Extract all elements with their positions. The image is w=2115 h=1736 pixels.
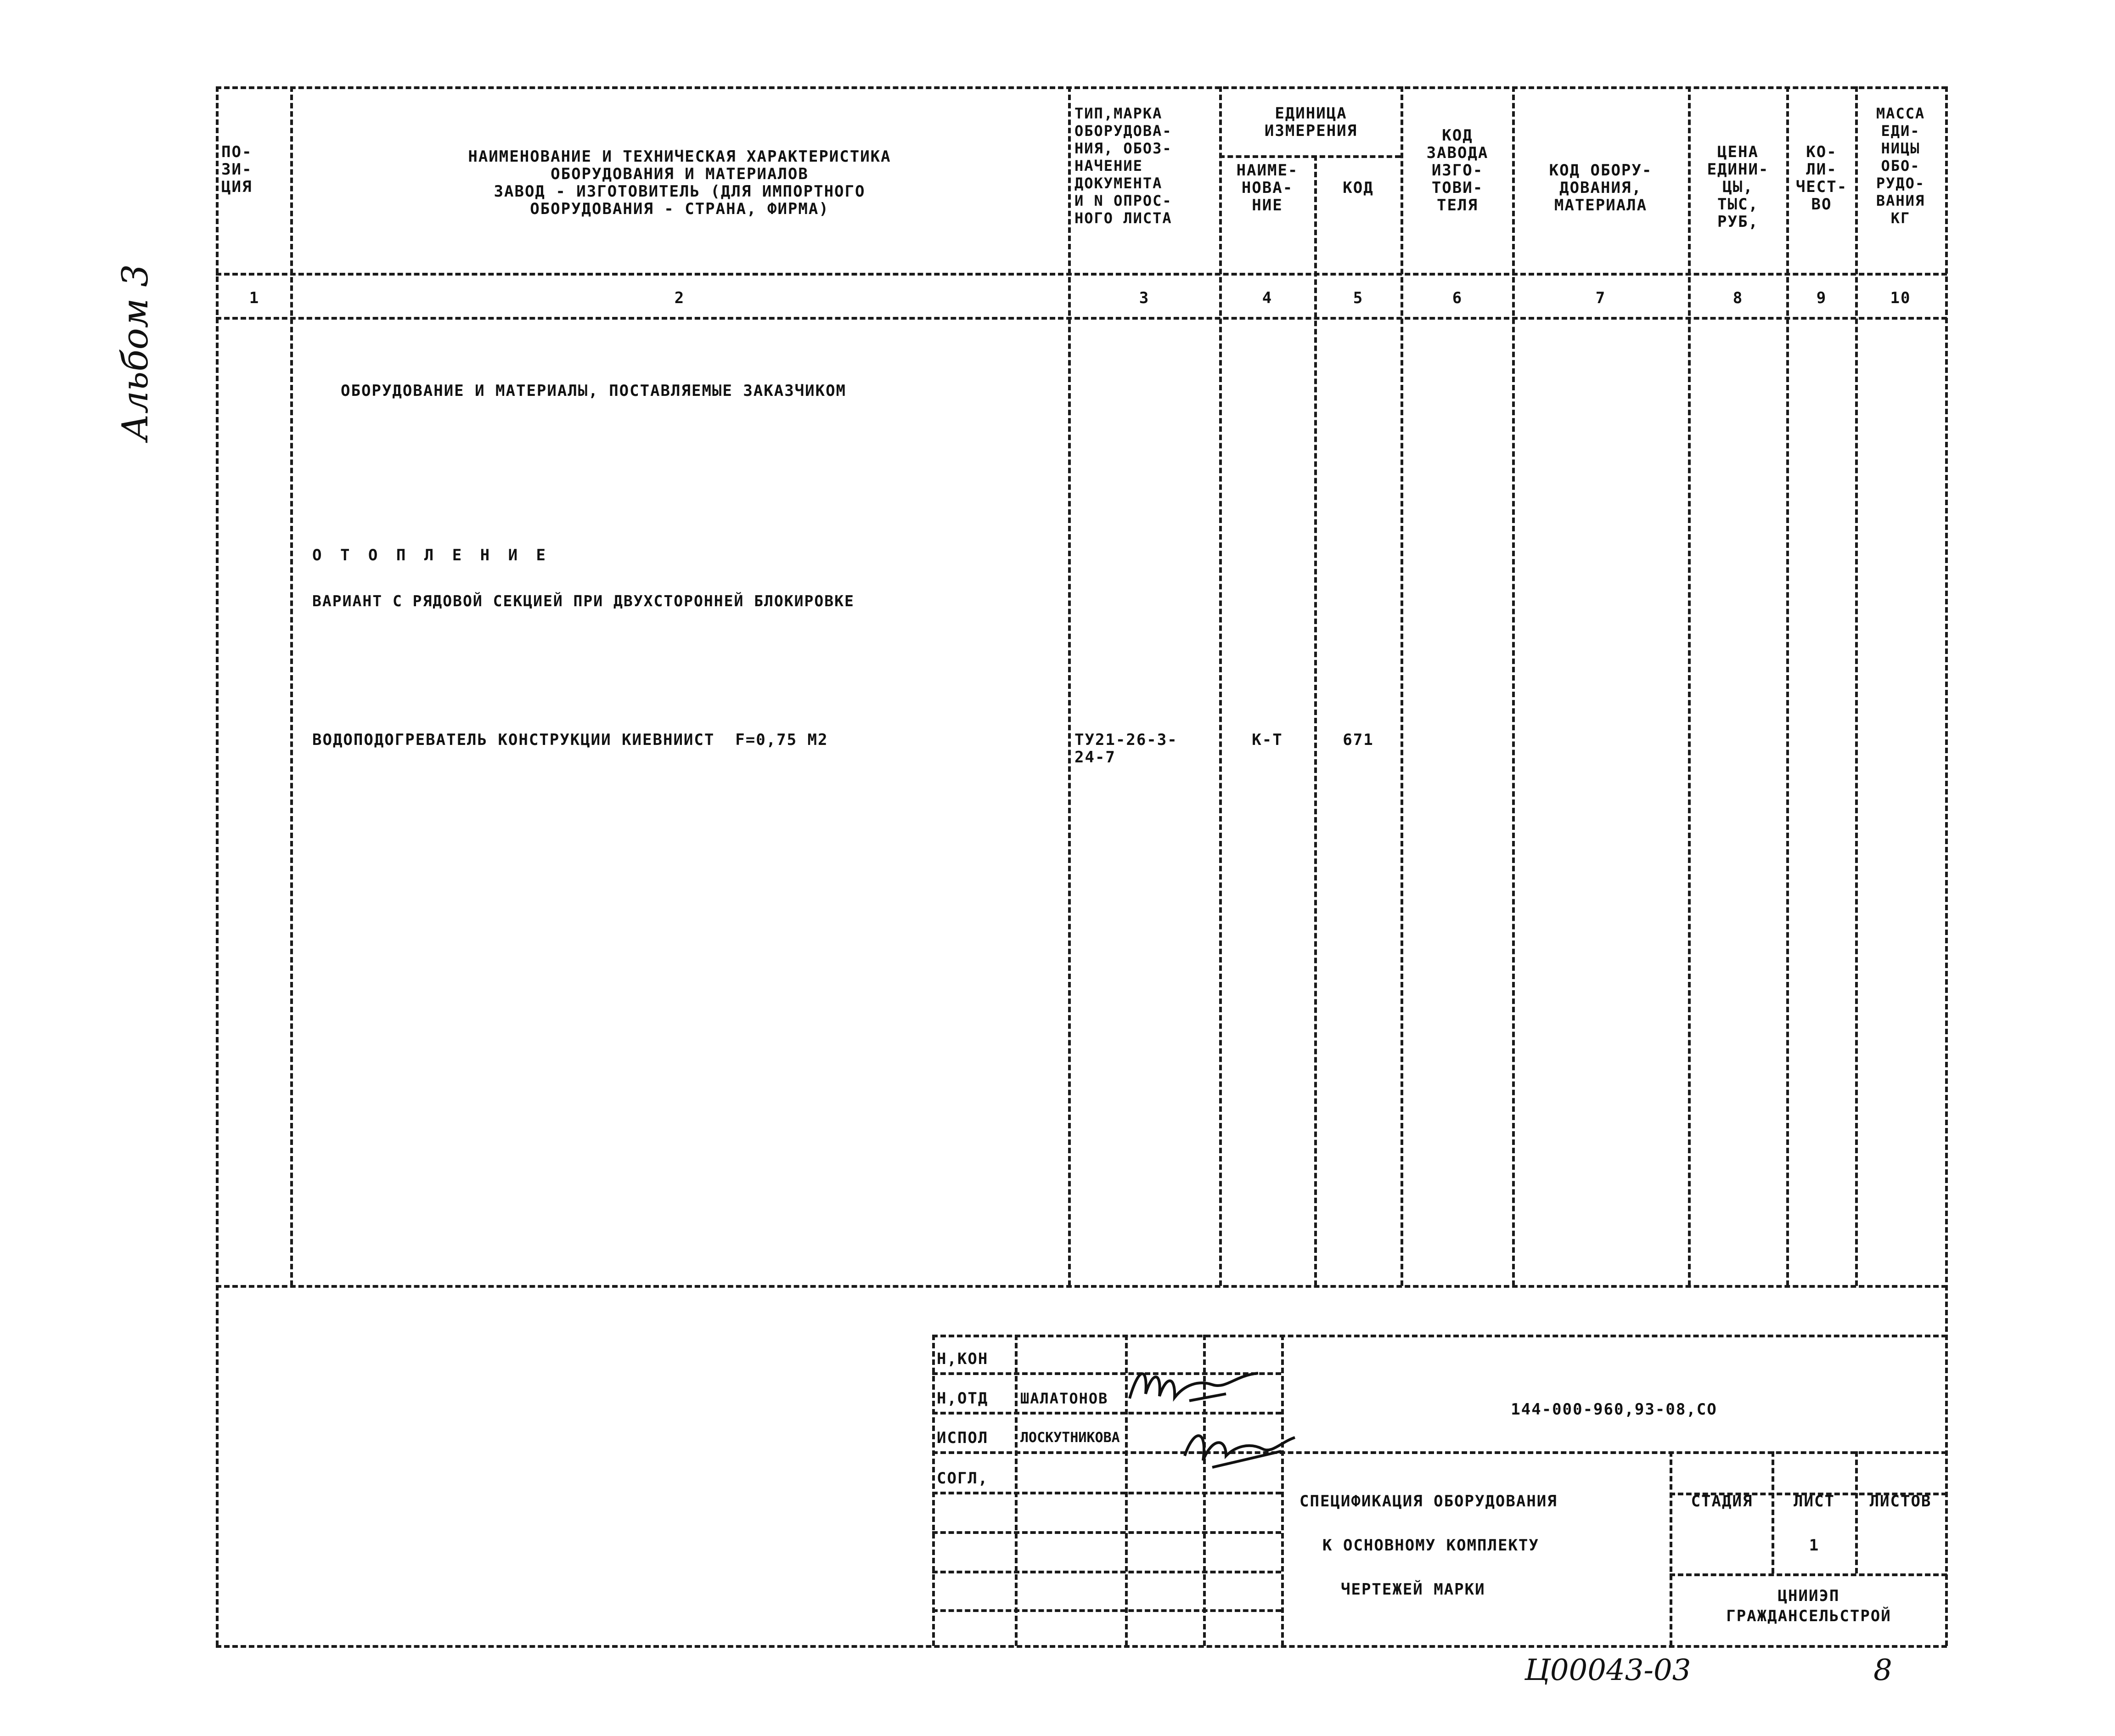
col-number: 4 [1262,289,1273,307]
header-unit-group: ЕДИНИЦА ИЗМЕРЕНИЯ [1264,104,1358,140]
stamp-sheets-divider [1855,1451,1858,1573]
header-col7: КОД ОБОРУ- ДОВАНИЯ, МАТЕРИАЛА [1549,161,1653,214]
variant-line: ВАРИАНТ С РЯДОВОЙ СЕКЦИЕЙ ПРИ ДВУХСТОРОННЕЙ БЛОКИРОВКЕ [312,592,855,610]
col-number: 7 [1595,289,1606,307]
stamp-stage-divider [1670,1451,1672,1646]
item-type: ТУ21-26-3- 24-7 [1074,731,1178,767]
stamp-sheet-divider [1772,1451,1774,1573]
col-number: 1 [249,289,260,307]
page-number: 8 [1873,1653,1892,1687]
album-label: Альбом 3 [115,264,156,441]
col-number: 8 [1732,289,1744,307]
header-col6: КОД ЗАВОДА ИЗГО- ТОВИ- ТЕЛЯ [1426,126,1489,214]
stamp-role: ИСПОЛ [937,1429,989,1447]
header-bottom-line [216,273,1947,276]
sheets-label: ЛИСТОВ [1869,1492,1932,1511]
stamp-name: ЛОСКУТНИКОВА [1020,1430,1120,1446]
header-col5: КОД [1343,179,1374,197]
stamp-grid-h [932,1571,1281,1573]
header-col3: ТИП,МАРКА ОБОРУДОВА- НИЯ, ОБОЗ- НАЧЕНИЕ ДОКУМЕНТА И N ОПРОС- НОГО ЛИСТА [1074,105,1172,227]
col-number: 5 [1353,289,1364,307]
heading-heating: О Т О П Л Е Н И Е [312,546,550,564]
colnum-bottom-line [216,317,1947,320]
col-number: 9 [1816,289,1827,307]
col-line-7 [1688,86,1691,1286]
unit-group-line [1219,155,1401,158]
stamp-left-line [932,1335,935,1646]
col-line-9 [1855,86,1858,1286]
stamp-role: Н,КОН [937,1350,989,1368]
header-col1: ПО- ЗИ- ЦИЯ [221,143,253,196]
col-number: 2 [674,289,685,307]
item-code: 671 [1343,731,1374,749]
header-col10: МАССА ЕДИ- НИЦЫ ОБО- РУДО- ВАНИЯ КГ [1876,105,1925,227]
col-line-4 [1314,155,1317,1286]
header-col8: ЦЕНА ЕДИНИ- ЦЫ, ТЫС, РУБ, [1707,143,1769,231]
stamp-title-line: СПЕЦИФИКАЦИЯ ОБОРУДОВАНИЯ [1299,1492,1558,1511]
col-number: 10 [1890,289,1911,307]
org-line: ЦНИИЭП [1778,1587,1840,1605]
col-number: 6 [1452,289,1463,307]
header-col4: НАИМЕ- НОВА- НИЕ [1236,161,1299,214]
stamp-role: СОГЛ, [937,1469,989,1488]
section-title: ОБОРУДОВАНИЕ И МАТЕРИАЛЫ, ПОСТАВЛЯЕМЫЕ ЗАКАЗЧИКОМ [341,382,847,400]
stamp-name: ШАЛАТОНОВ [1020,1390,1108,1407]
stamp-grid-v1 [1015,1335,1018,1646]
stage-label: СТАДИЯ [1691,1492,1753,1511]
stamp-title-line: К ОСНОВНОМУ КОМПЛЕКТУ [1322,1536,1539,1555]
col-number: 3 [1139,289,1150,307]
col-line-5 [1401,86,1403,1286]
stamp-top-line [932,1335,1947,1337]
stamp-stage-line [1670,1573,1947,1576]
col-line-8 [1786,86,1789,1286]
doc-code: 144-000-960,93-08,СО [1511,1400,1717,1419]
col-line-1 [290,86,293,1286]
frame-top [216,86,1947,89]
item-name: ВОДОПОДОГРЕВАТЕЛЬ КОНСТРУКЦИИ КИЕВНИИСТ F=0,75 М2 [312,731,828,749]
header-col9: КО- ЛИ- ЧЕСТ- ВО [1795,143,1848,214]
col-line-2 [1068,86,1071,1286]
sheet-label: ЛИСТ [1794,1492,1835,1511]
signature-loskutnikova [1176,1424,1304,1474]
stamp-title-line: ЧЕРТЕЖЕЙ МАРКИ [1341,1580,1485,1599]
header-col2: НАИМЕНОВАНИЕ И ТЕХНИЧЕСКАЯ ХАРАКТЕРИСТИКА ОБОРУДОВАНИЯ И МАТЕРИАЛОВ ЗАВОД - ИЗГОТОВИТЕЛЬ (ДЛЯ ИМПОРТНОГО ОБОРУДОВАНИЯ - СТРАНА, ФИРМА) [468,147,891,218]
archive-number: Ц00043-03 [1524,1653,1691,1687]
table-bottom-line [216,1285,1947,1288]
col-line-3 [1219,86,1222,1286]
frame-left [216,86,219,1646]
stamp-sig-divider [1281,1335,1284,1646]
signature-shalatonov [1120,1357,1277,1412]
sheet-value: 1 [1809,1536,1820,1555]
col-line-6 [1512,86,1515,1286]
stamp-grid-h [932,1451,1947,1454]
frame-bottom [216,1645,1947,1648]
frame-right [1945,86,1948,1646]
org-line: ГРАЖДАНСЕЛЬСТРОЙ [1726,1607,1891,1625]
stamp-grid-h [932,1609,1281,1612]
stamp-role: Н,ОТД [937,1389,989,1408]
item-unit: К-Т [1252,731,1283,749]
stamp-grid-h [932,1531,1281,1534]
stamp-grid-h [932,1492,1281,1494]
